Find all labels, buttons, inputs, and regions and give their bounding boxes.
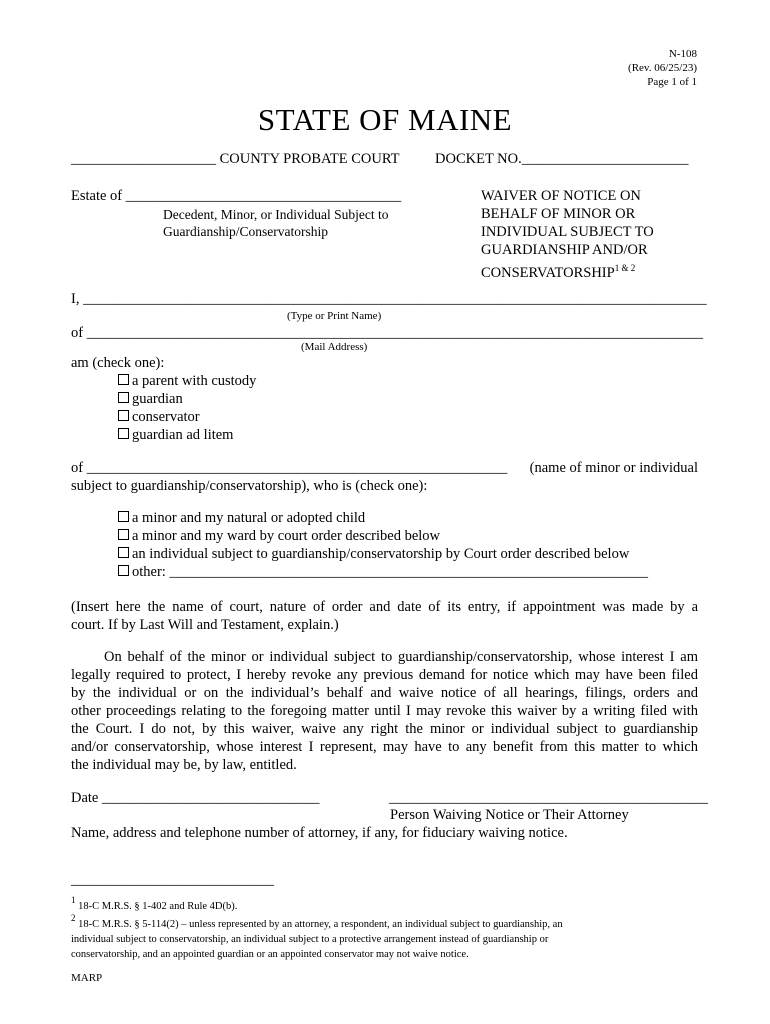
checkbox[interactable] <box>118 428 129 439</box>
insert-note-line1: (Insert here the name of court, nature of order and date of its entry, if appointment was made by a <box>71 599 698 615</box>
minor-line2: subject to guardianship/conservatorship), who is (check one): <box>71 478 428 494</box>
docket-field[interactable]: _______________________ <box>521 151 689 167</box>
footnote-2-line3: conservatorship, and an appointed guardian or an appointed conservator may not waive notice. <box>71 949 469 960</box>
paragraph-line: the Court. I do not, by this waiver, waive any right the minor or individual subject to guardianship <box>71 721 698 737</box>
marp-footer: MARP <box>71 972 103 984</box>
county-field[interactable]: ____________________ <box>71 151 216 167</box>
name-prefix: I, <box>71 291 84 307</box>
footnote-2-text: 18-C M.R.S. § 5-114(2) – unless represented by an attorney, a respondent, an individual subject to guardianship, an <box>75 919 563 930</box>
option-label: a minor and my natural or adopted child <box>132 510 366 526</box>
form-number: N-108 <box>668 48 697 60</box>
date-line <box>71 789 320 807</box>
option-label: guardian ad litem <box>132 427 234 443</box>
name-caption: (Type or Print Name) <box>287 310 382 322</box>
estate-caption-line2: Guardianship/Conservatorship <box>163 224 328 239</box>
date-field[interactable]: ______________________________ <box>102 790 320 806</box>
minor-suffix: (name of minor or individual <box>529 460 698 476</box>
paragraph-line: and/or conservatorship, whose interest I represent, may have to any benefit from this matter to which <box>71 739 698 755</box>
docket-label: DOCKET NO. <box>435 151 522 167</box>
insert-note-line2: court. If by Last Will and Testament, explain.) <box>71 617 339 633</box>
minor-name-field[interactable]: __________________________________________________________ <box>86 460 508 476</box>
am-check-options <box>118 372 256 444</box>
option-natural-child <box>118 509 648 527</box>
footnote-1-text: 18-C M.R.S. § 1-402 and Rule 4D(b). <box>75 901 238 912</box>
court-line <box>71 150 399 168</box>
address-field[interactable]: _____________________________________________________________________________________ <box>86 325 703 341</box>
option-guardian-ad-litem <box>118 426 256 444</box>
estate-field[interactable]: ______________________________________ <box>125 188 402 204</box>
footnote-rule: ____________________________ <box>71 872 274 888</box>
paragraph-line: the individual may be, by law, entitled. <box>71 757 297 773</box>
checkbox[interactable] <box>118 547 129 558</box>
page-number: Page 1 of 1 <box>647 76 697 88</box>
paragraph-line: On behalf of the minor or individual subject to guardianship/conservatorship, whose interest I am <box>104 649 698 665</box>
footnote-1-number: 1 <box>71 895 76 905</box>
option-other <box>118 563 648 581</box>
page-title: STATE OF MAINE <box>257 102 513 137</box>
waiver-title-line3: INDIVIDUAL SUBJECT TO <box>481 224 654 240</box>
waiver-title-line5 <box>481 259 654 282</box>
revision-date: (Rev. 06/25/23) <box>628 62 697 74</box>
address-line <box>71 324 703 342</box>
checkbox[interactable] <box>118 565 129 576</box>
signature-caption: Person Waiving Notice or Their Attorney <box>390 807 629 823</box>
form-header <box>628 47 697 89</box>
option-conservator <box>118 408 256 426</box>
option-label: a parent with custody <box>132 373 257 389</box>
checkbox[interactable] <box>118 410 129 421</box>
option-label: an individual subject to guardianship/conservatorship by Court order described below <box>132 546 630 562</box>
waiver-title-line5-text: CONSERVATORSHIP <box>481 265 615 281</box>
option-label: conservator <box>132 409 200 425</box>
county-label: COUNTY PROBATE COURT <box>216 151 400 167</box>
paragraph-line: by the individual or on the individual’s behalf and waive notice of all hearings, filings, orders and <box>71 685 698 701</box>
estate-label: Estate of <box>71 188 126 204</box>
minor-line <box>71 459 698 477</box>
waiver-title-line4: GUARDIANSHIP AND/OR <box>481 242 648 258</box>
checkbox[interactable] <box>118 529 129 540</box>
name-line <box>71 290 707 308</box>
footnote-2-number: 2 <box>71 913 76 923</box>
insert-note <box>71 598 698 634</box>
checkbox[interactable] <box>118 511 129 522</box>
other-field[interactable]: __________________________________________________________________ <box>169 564 648 580</box>
checkbox[interactable] <box>118 374 129 385</box>
option-individual-subject <box>118 545 648 563</box>
option-label: a minor and my ward by court order described below <box>132 528 441 544</box>
attorney-line: Name, address and telephone number of attorney, if any, for fiduciary waiving notice. <box>71 825 568 841</box>
docket-line <box>435 150 688 168</box>
footnote-reference: 1 & 2 <box>614 263 636 273</box>
waiver-title-line2: BEHALF OF MINOR OR <box>481 206 636 222</box>
signature-field[interactable]: ____________________________________________ <box>389 790 708 806</box>
option-label: other: <box>132 564 170 580</box>
option-guardian <box>118 390 256 408</box>
waiver-paragraph <box>71 648 698 774</box>
minor-prefix: of <box>71 460 87 476</box>
paragraph-line: other proceedings relating to the foregoing matter until I may revoke this waiver by a writing filed with <box>71 703 698 719</box>
who-is-options <box>118 509 648 581</box>
am-check-label: am (check one): <box>71 355 165 371</box>
address-caption: (Mail Address) <box>301 341 368 353</box>
date-label: Date <box>71 790 102 806</box>
minor-line-left <box>71 459 507 477</box>
name-field[interactable]: ______________________________________________________________________________________ <box>83 291 707 307</box>
estate-caption-line1: Decedent, Minor, or Individual Subject to <box>163 207 389 222</box>
waiver-title-line1: WAIVER OF NOTICE ON <box>481 188 641 204</box>
estate-caption <box>163 206 389 240</box>
checkbox[interactable] <box>118 392 129 403</box>
option-ward <box>118 527 648 545</box>
estate-line <box>71 187 401 205</box>
paragraph-line: legally required to protect, I hereby revoke any previous demand for notice which may have been filed <box>71 667 698 683</box>
footnote-2-line1 <box>71 911 563 932</box>
address-prefix: of <box>71 325 87 341</box>
option-parent <box>118 372 256 390</box>
footnote-2 <box>71 911 563 962</box>
waiver-title <box>481 187 654 282</box>
option-label: guardian <box>132 391 183 407</box>
footnote-2-line2: individual subject to conservatorship, an individual subject to a protective arrangement instead of guardianship or <box>71 934 549 945</box>
